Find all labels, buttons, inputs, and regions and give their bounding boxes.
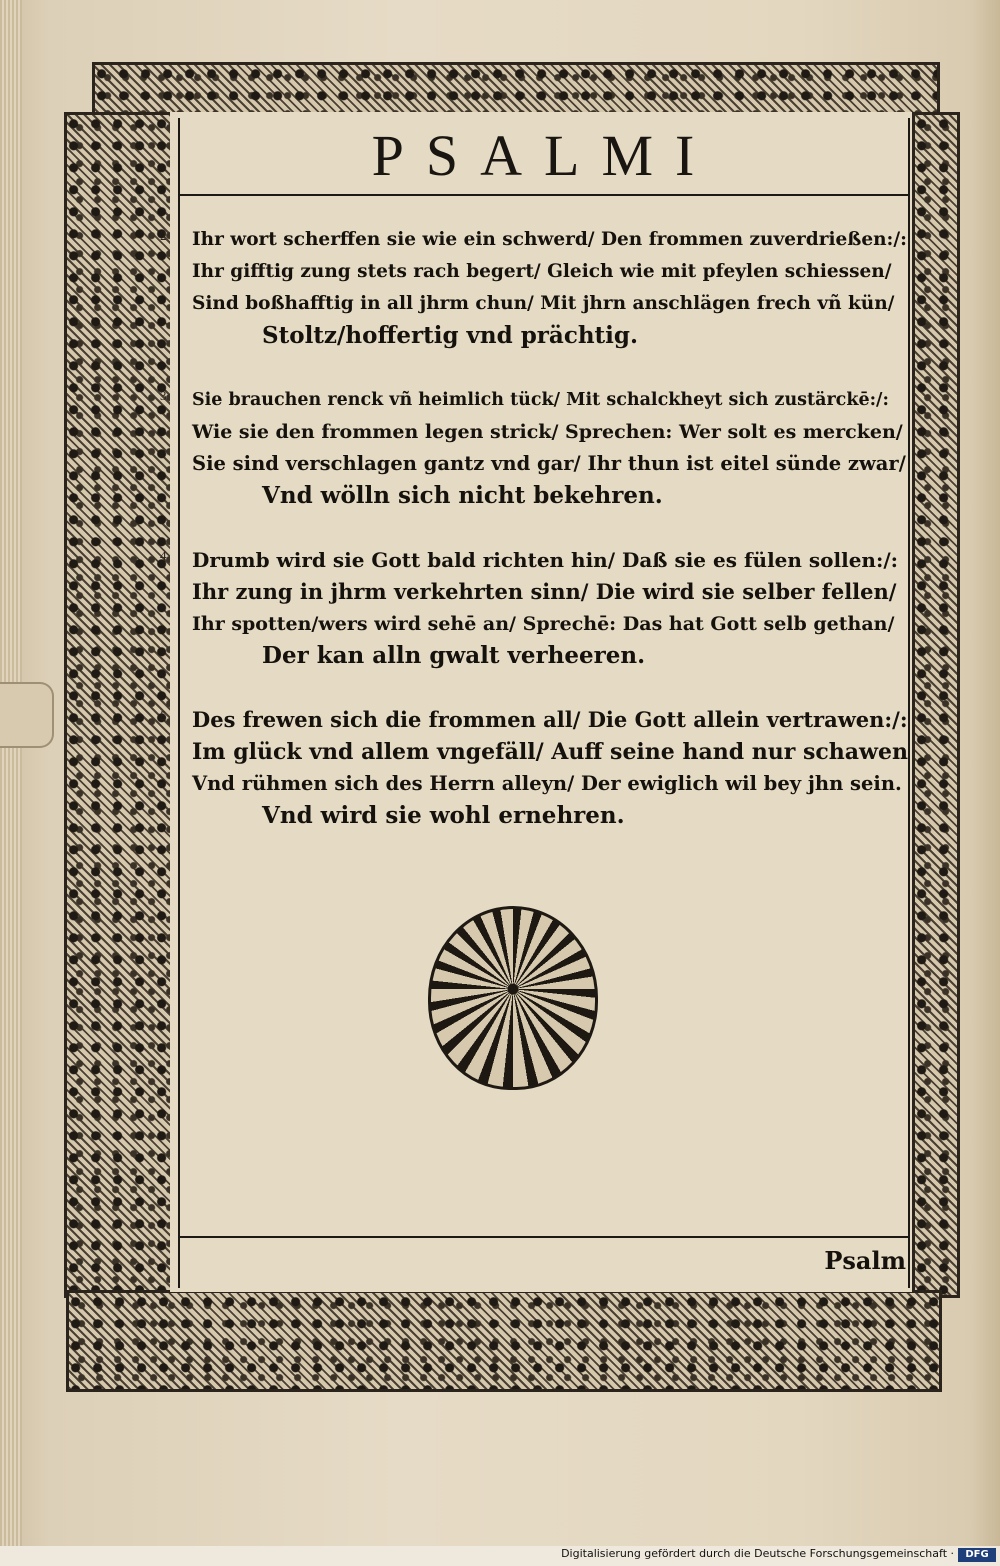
- verse-line: Der kan alln gwalt verheeren.: [262, 642, 646, 669]
- verse-line: Vnd wölln sich nicht bekehren.: [262, 482, 663, 509]
- dfg-logo: DFG: [958, 1548, 996, 1562]
- verse-number: 3: [160, 388, 167, 403]
- verse-line: Vnd rühmen sich des Herrn alleyn/ Der ewiglich wil bey jhn sein.: [192, 772, 902, 795]
- verse-line: Ihr spotten/wers wird sehē an/ Sprechē: Das hat Gott selb gethan/: [192, 613, 895, 635]
- stanza: [160, 224, 908, 352]
- ornamental-border-left: [64, 112, 174, 1298]
- verse-number: 4: [160, 548, 167, 563]
- verse-line: Wie sie den frommen legen strick/ Sprechen: Wer solt es mercken/: [192, 421, 903, 443]
- verse-number: 2: [160, 228, 167, 243]
- stanza: [160, 384, 908, 512]
- page-tab: [0, 682, 54, 748]
- page-title: PSALMI: [371, 123, 717, 188]
- stanza: [160, 544, 908, 672]
- footer-rule: [178, 1236, 910, 1238]
- verse-line: Vnd wird sie wohl ernehren.: [262, 802, 625, 829]
- verse-line: Sind boßhafftig in all jhrm chun/ Mit jhrn anschlägen frech vñ kün/: [192, 293, 895, 314]
- verse-line: Ihr gifftig zung stets rach begert/ Gleich wie mit pfeylen schiessen/: [192, 261, 892, 282]
- digitization-credit: Digitalisierung gefördert durch die Deutsche Forschungsgemeinschaft ·: [561, 1547, 954, 1560]
- ornament-vignette: [428, 906, 598, 1090]
- book-page-edges: [0, 0, 22, 1566]
- ornamental-border-right: [912, 112, 960, 1298]
- verse-line: Stoltz/hoffertig vnd prächtig.: [262, 322, 638, 349]
- verse-line: Drumb wird sie Gott bald richten hin/ Daß sie es fülen sollen:/:: [192, 548, 899, 572]
- verse-line: Ihr zung in jhrm verkehrten sinn/ Die wird sie selber fellen/: [192, 579, 897, 604]
- verse-line: Des frewen sich die frommen all/ Die Gott allein vertrawen:/:: [192, 707, 908, 732]
- catchword: Psalm: [824, 1246, 906, 1275]
- stanza: [160, 704, 908, 832]
- frame-line-right: [908, 118, 910, 1288]
- header-rule: [178, 194, 910, 196]
- verse-line: Im glück vnd allem vngefäll/ Auff seine hand nur schawen: [192, 739, 908, 765]
- verse-line: Ihr wort scherffen sie wie ein schwerd/ Den frommen zuverdrießen:/:: [192, 229, 907, 250]
- frame-line-left: [178, 118, 180, 1288]
- ornamental-border-bottom: [66, 1290, 942, 1392]
- verse-number: 5: [160, 708, 167, 723]
- verse-line: Sie sind verschlagen gantz vnd gar/ Ihr thun ist eitel sünde zwar/: [192, 452, 906, 475]
- verse-line: Sie brauchen renck vñ heimlich tück/ Mit schalckheyt sich zustärckē:/:: [192, 390, 889, 410]
